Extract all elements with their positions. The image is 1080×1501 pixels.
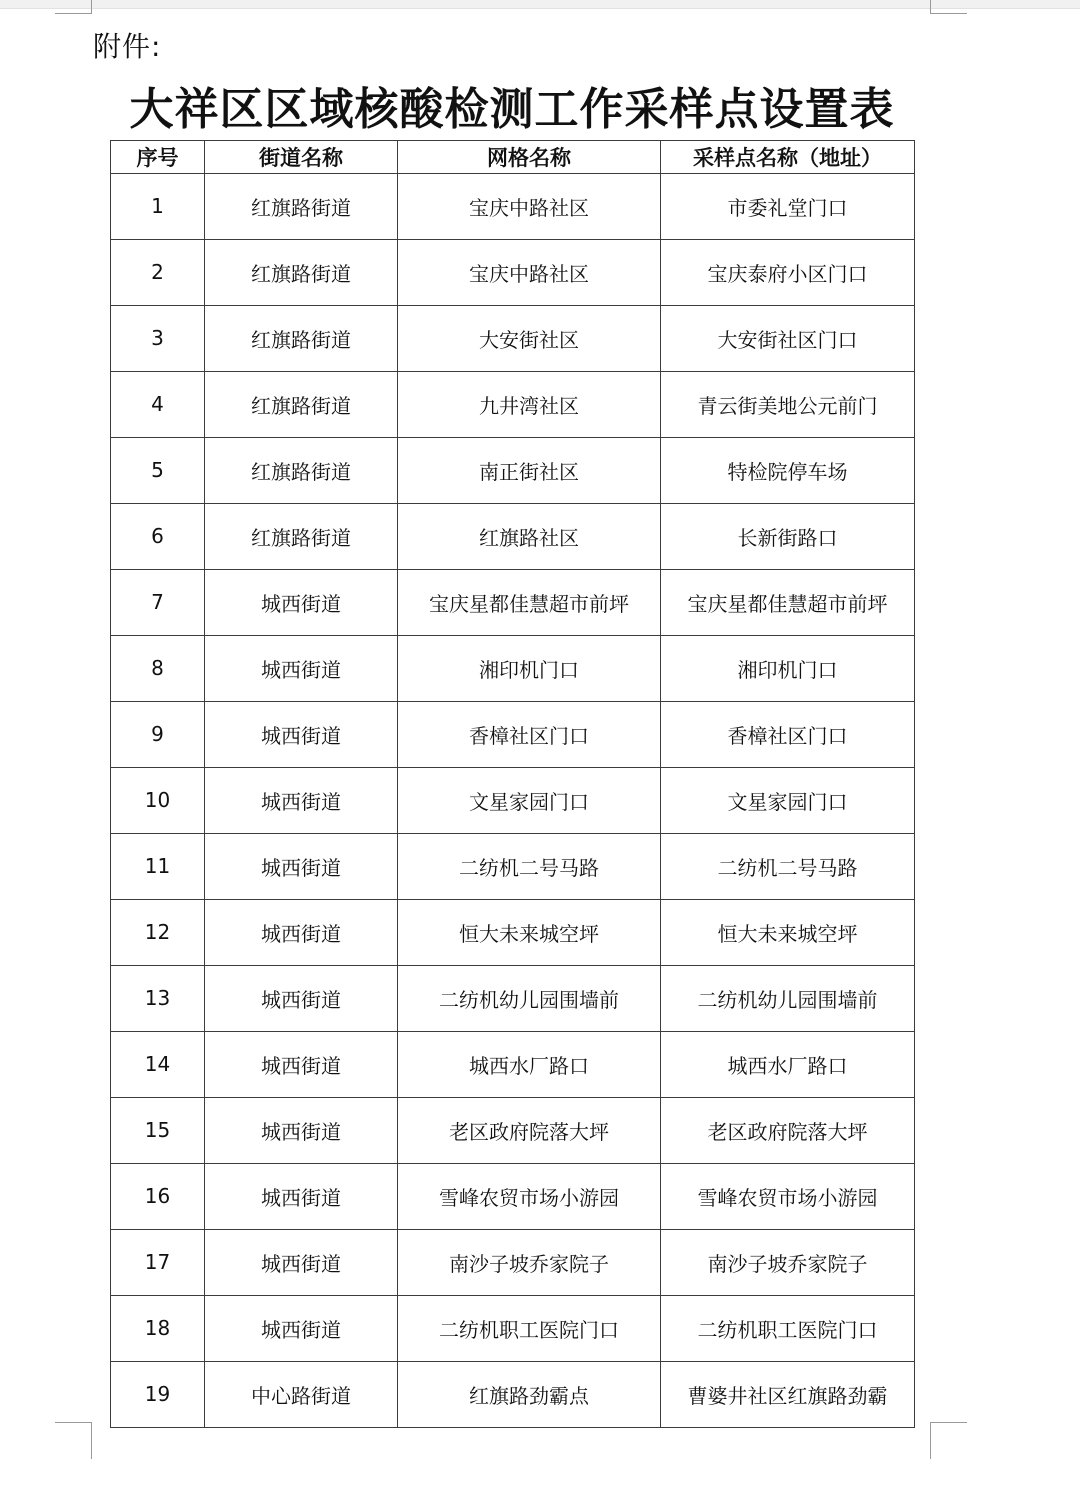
header-seq: 序号 <box>111 141 205 174</box>
table-row <box>111 900 915 966</box>
cell-seq: 4 <box>111 372 205 438</box>
cell-seq: 2 <box>111 240 205 306</box>
cell-street: 中心路街道 <box>205 1362 398 1428</box>
cell-seq: 15 <box>111 1098 205 1164</box>
cell-grid: 南沙子坡乔家院子 <box>398 1230 661 1296</box>
cell-seq: 9 <box>111 702 205 768</box>
cell-seq: 7 <box>111 570 205 636</box>
table-row <box>111 372 915 438</box>
cell-seq: 3 <box>111 306 205 372</box>
cell-grid: 红旗路社区 <box>398 504 661 570</box>
cell-site: 特检院停车场 <box>661 438 915 504</box>
cell-site: 大安街社区门口 <box>661 306 915 372</box>
viewer-top-bar <box>0 0 1080 9</box>
cell-street: 城西街道 <box>205 636 398 702</box>
cell-site: 青云街美地公元前门 <box>661 372 915 438</box>
cell-seq: 16 <box>111 1164 205 1230</box>
cell-street: 城西街道 <box>205 702 398 768</box>
table-row <box>111 438 915 504</box>
cell-street: 红旗路街道 <box>205 174 398 240</box>
cell-street: 红旗路街道 <box>205 306 398 372</box>
cell-site: 市委礼堂门口 <box>661 174 915 240</box>
cell-site: 恒大未来城空坪 <box>661 900 915 966</box>
cell-street: 城西街道 <box>205 768 398 834</box>
table-row <box>111 702 915 768</box>
cell-site: 二纺机职工医院门口 <box>661 1296 915 1362</box>
page-corner-mark-top-left <box>55 0 92 14</box>
cell-grid: 宝庆星都佳慧超市前坪 <box>398 570 661 636</box>
cell-seq: 14 <box>111 1032 205 1098</box>
header-grid: 网格名称 <box>398 141 661 174</box>
table-row <box>111 1098 915 1164</box>
cell-grid: 二纺机幼儿园围墙前 <box>398 966 661 1032</box>
table-row <box>111 240 915 306</box>
cell-street: 红旗路街道 <box>205 240 398 306</box>
cell-grid: 湘印机门口 <box>398 636 661 702</box>
cell-street: 城西街道 <box>205 1098 398 1164</box>
header-street: 街道名称 <box>205 141 398 174</box>
cell-site: 二纺机二号马路 <box>661 834 915 900</box>
cell-site: 宝庆星都佳慧超市前坪 <box>661 570 915 636</box>
cell-site: 曹婆井社区红旗路劲霸 <box>661 1362 915 1428</box>
cell-site: 二纺机幼儿园围墙前 <box>661 966 915 1032</box>
cell-grid: 红旗路劲霸点 <box>398 1362 661 1428</box>
table-row <box>111 636 915 702</box>
cell-site: 香樟社区门口 <box>661 702 915 768</box>
cell-seq: 8 <box>111 636 205 702</box>
cell-seq: 19 <box>111 1362 205 1428</box>
cell-street: 红旗路街道 <box>205 372 398 438</box>
table-header-row <box>111 141 915 174</box>
cell-site: 城西水厂路口 <box>661 1032 915 1098</box>
table-row <box>111 834 915 900</box>
cell-street: 城西街道 <box>205 1296 398 1362</box>
cell-grid: 文星家园门口 <box>398 768 661 834</box>
cell-seq: 5 <box>111 438 205 504</box>
page-corner-mark-bottom-left <box>55 1422 92 1459</box>
cell-seq: 12 <box>111 900 205 966</box>
sampling-site-table <box>110 140 915 1428</box>
document-title: 大祥区区域核酸检测工作采样点设置表 <box>129 84 895 135</box>
table-row <box>111 1164 915 1230</box>
attachment-label: 附件: <box>93 30 162 63</box>
cell-grid: 宝庆中路社区 <box>398 240 661 306</box>
cell-street: 红旗路街道 <box>205 438 398 504</box>
cell-seq: 1 <box>111 174 205 240</box>
cell-grid: 恒大未来城空坪 <box>398 900 661 966</box>
cell-street: 城西街道 <box>205 966 398 1032</box>
cell-seq: 18 <box>111 1296 205 1362</box>
cell-site: 文星家园门口 <box>661 768 915 834</box>
cell-grid: 香樟社区门口 <box>398 702 661 768</box>
cell-seq: 6 <box>111 504 205 570</box>
table-row <box>111 306 915 372</box>
cell-grid: 南正街社区 <box>398 438 661 504</box>
page-corner-mark-bottom-right <box>930 1422 967 1459</box>
cell-street: 城西街道 <box>205 570 398 636</box>
table-row <box>111 1032 915 1098</box>
cell-grid: 城西水厂路口 <box>398 1032 661 1098</box>
cell-site: 南沙子坡乔家院子 <box>661 1230 915 1296</box>
cell-grid: 雪峰农贸市场小游园 <box>398 1164 661 1230</box>
table-row <box>111 1296 915 1362</box>
cell-seq: 17 <box>111 1230 205 1296</box>
table-row <box>111 768 915 834</box>
cell-site: 宝庆泰府小区门口 <box>661 240 915 306</box>
page-corner-mark-top-right <box>930 0 967 14</box>
cell-grid: 二纺机二号马路 <box>398 834 661 900</box>
cell-street: 红旗路街道 <box>205 504 398 570</box>
cell-grid: 宝庆中路社区 <box>398 174 661 240</box>
table-row <box>111 1230 915 1296</box>
cell-street: 城西街道 <box>205 1164 398 1230</box>
header-site: 采样点名称（地址） <box>661 141 915 174</box>
cell-site: 老区政府院落大坪 <box>661 1098 915 1164</box>
cell-street: 城西街道 <box>205 900 398 966</box>
table-row <box>111 504 915 570</box>
cell-seq: 10 <box>111 768 205 834</box>
table-row <box>111 174 915 240</box>
cell-grid: 老区政府院落大坪 <box>398 1098 661 1164</box>
cell-grid: 九井湾社区 <box>398 372 661 438</box>
table-row <box>111 966 915 1032</box>
cell-site: 湘印机门口 <box>661 636 915 702</box>
table-row <box>111 570 915 636</box>
cell-seq: 11 <box>111 834 205 900</box>
table-row <box>111 1362 915 1428</box>
cell-seq: 13 <box>111 966 205 1032</box>
cell-grid: 大安街社区 <box>398 306 661 372</box>
cell-street: 城西街道 <box>205 1230 398 1296</box>
cell-site: 雪峰农贸市场小游园 <box>661 1164 915 1230</box>
cell-street: 城西街道 <box>205 834 398 900</box>
cell-street: 城西街道 <box>205 1032 398 1098</box>
cell-grid: 二纺机职工医院门口 <box>398 1296 661 1362</box>
cell-site: 长新街路口 <box>661 504 915 570</box>
